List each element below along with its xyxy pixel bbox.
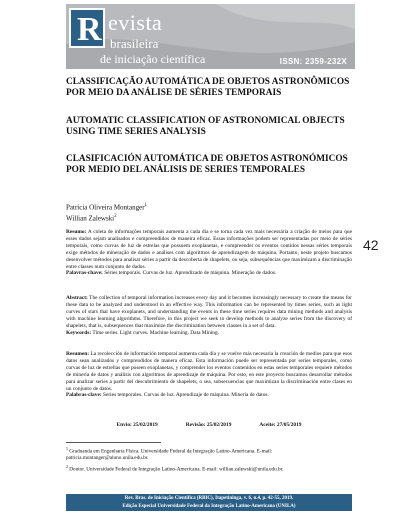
date-envio: Envio: 25/02/2019 bbox=[116, 422, 158, 428]
title-english: AUTOMATIC CLASSIFICATION OF ASTRONOMICAL OBJECTS USING TIME SERIES ANALYSIS bbox=[66, 116, 345, 137]
author-2: Willian Zalewski$^2$ bbox=[66, 214, 117, 223]
author-list bbox=[66, 201, 352, 224]
date-revisao: Revisão: 25/02/2019 bbox=[185, 422, 232, 428]
palavras-chave-label: Palavras-chave: bbox=[66, 270, 103, 277]
resumen-label: Resumen: bbox=[66, 351, 90, 357]
resumo-block bbox=[66, 229, 352, 277]
footer-edition: Edição Especial Universidade Federal da Integração Latino-Americana (UNILA) bbox=[122, 503, 296, 509]
footer-citation: Rev. Bras. de Iniciação Científica (RBIC), Itapetininga, v. 6, n.4, p. 42-55, 2019. bbox=[124, 496, 294, 501]
footnotes bbox=[66, 446, 352, 473]
keywords-text: Time series. Light curves. Machine learning. Data Mining. bbox=[92, 329, 220, 336]
abstract-label: Abstract: bbox=[66, 295, 88, 301]
logo-word-brasileira: brasileira bbox=[110, 36, 159, 51]
journal-banner bbox=[66, 4, 355, 69]
abstract-text: The collection of temporal information increases every day and it becomes increasingly necessary to create the means for these data to be analyzed and understood in an effective way. This information can be represented by times series, such as light curves of stars that have exoplanets, and understanding the events in these time series requires data mining methods and analysis with machine learning algorithms. Therefore, in this project we seek to develop methods to analyze series from the discovery of shapelets, that is, subsequences that maximize the discrimination between classes in a set of data. bbox=[66, 295, 352, 329]
submission-dates bbox=[66, 422, 352, 428]
issn-label: ISSN: 2359-232X bbox=[279, 57, 347, 66]
resumen-text: La recolección de información temporal aumenta cada día y se vuelve más necesaria la creación de medios para que esos datos sean analizados y comprendidos de manera eficaz. Esta información puede ser representada por series temporales, como curvas de luz de estrellas que poseen exoplanetas, y comprender los eventos contenidos en estas series temporales requiere métodos de minería de datos y análisis con algoritmos de aprendizaje de máquina. Por esto, en este proyecto buscamos desarrollar métodos para analizar series a partir del descubrimiento de shapelets, o sea, subsecuencias que maximizan la discriminación entre clases en un conjunto de datos. bbox=[66, 351, 352, 392]
resumen-block bbox=[66, 351, 352, 399]
palabras-clave-text: Series temporales. Curvas de luz. Aprendizaje de máquina. Minería de datos. bbox=[103, 392, 269, 399]
journal-footer bbox=[66, 494, 352, 511]
page-number: 42 bbox=[363, 237, 379, 253]
abstract-block bbox=[66, 295, 352, 336]
footnote-divider bbox=[66, 442, 161, 443]
palavras-chave-text: Séries temporais. Curvas de luz. Aprendizado de máquina. Mineração de dados. bbox=[104, 270, 277, 277]
footnote-2: $^2$ Doutor. Universidade Federal de Integração Latino-Americana. E-mail: willian.zalewski@unila.edu.br. bbox=[66, 463, 284, 473]
logo-mark bbox=[69, 8, 105, 48]
palabras-clave-label: Palabras-clave: bbox=[66, 392, 102, 399]
footnote-1: $^1$ Graduanda em Engenharia Física. Universidade Federal da Integração Latino-Americana. E-mail: patricia.montanger@aluno.unila.edu.br. bbox=[66, 446, 273, 462]
logo-letter: R bbox=[77, 11, 102, 48]
logo-word-iniciacao: de iniciação científica bbox=[100, 52, 206, 66]
title-spanish: CLASIFICACIÓN AUTOMÁTICA DE OBJETOS ASTRONÓMICOS POR MEDIO DEL ANÁLISIS DE SERIES TEMPORALES bbox=[66, 154, 348, 175]
title-portuguese: CLASSIFICAÇÃO AUTOMÁTICA DE OBJETOS ASTRONÔMICOS POR MEIO DA ANÁLISE DE SÉRIES TEMPORAIS bbox=[66, 77, 350, 98]
date-aceite: Aceite: 27/05/2019 bbox=[259, 422, 302, 428]
logo-word-revista: evista bbox=[108, 10, 163, 35]
keywords-label: Keywords: bbox=[66, 329, 92, 336]
resumo-text: A coleta de informações temporais aumenta a cada dia e se torna cada vez mais necessária a criação de meios para que esses dados sejam analisados e compreendidos de maneira eficaz. Essas informações podem ser representadas por meio de séries temporais, como curvas de luz de estrelas que possuem exoplanetas, e compreender os eventos contidos nessas séries temporais exige métodos de mineração de dados e análises com algoritmos de aprendizagem de máquina. Portanto, neste projeto buscamos desenvolver métodos para analisar séries a partir da descoberta de shapelets, ou seja, subsequências que maximizam a discriminação entre classes num conjunto de dados. bbox=[66, 229, 352, 270]
author-1: Patrícia Oliveira Montanger$^1$ bbox=[66, 203, 148, 212]
resumo-label: Resumo: bbox=[66, 229, 87, 235]
